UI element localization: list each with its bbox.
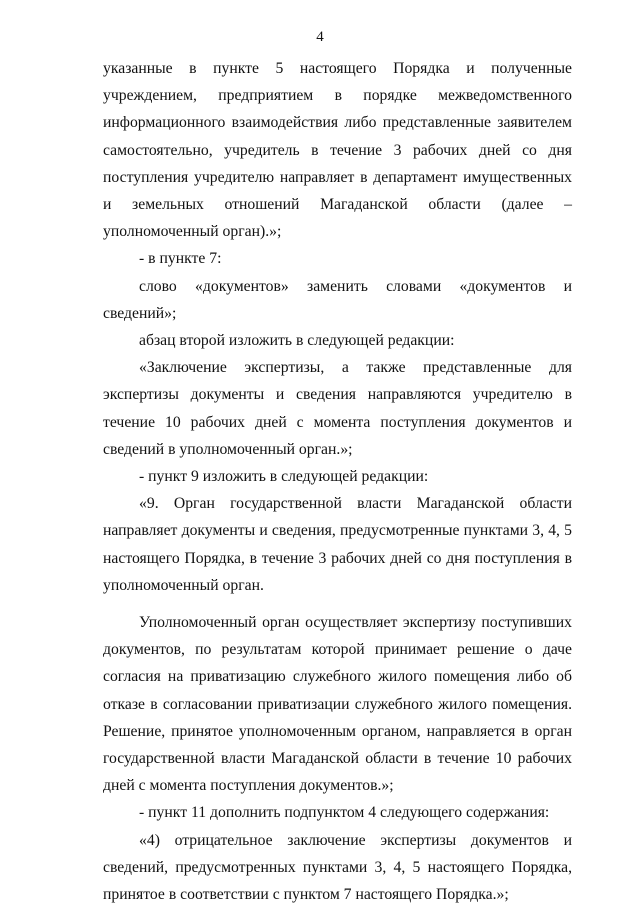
- paragraph: «9. Орган государственной власти Магаданской области направляет документы и сведения, предусмотренные пунктами 3, 4, 5 настоящего Порядка, в течение 3 рабочих дней со дня поступления в уполномоченный орган.: [103, 495, 572, 594]
- paragraph: указанные в пункте 5 настоящего Порядка и полученные учреждением, предприятием в порядке межведомственного информационного взаимодействия либо представленные заявителем самостоятельно, учредитель в течение 3 рабочих дней со дня поступления учредителю направляет в департамент имущественных и земельных отношений Магаданской области (далее –уполномоченный орган).»;: [103, 60, 572, 241]
- paragraph: слово «документов» заменить словами «документов и сведений»;: [103, 277, 572, 322]
- paragraph: абзац второй изложить в следующей редакции:: [139, 332, 455, 350]
- paragraph: «4) отрицательное заключение экспертизы документов и сведений, предусмотренных пунктами 3, 4, 5 настоящего Порядка, принятое в соответствии с пунктом 7 настоящего Порядка.»;: [103, 831, 572, 904]
- paragraph: - пункт 11 дополнить подпунктом 4 следующего содержания:: [139, 804, 550, 822]
- document-body: [103, 55, 572, 908]
- paragraph: - в пункте 7:: [139, 250, 222, 268]
- paragraph: - пункт 9 изложить в следующей редакции:: [139, 468, 429, 486]
- page-number: 4: [316, 29, 324, 45]
- paragraph: «Заключение экспертизы, а также представленные для экспертизы документы и сведения направляются учредителю в течение 10 рабочих дней с момента поступления документов и сведений в уполномоченный орган.»;: [103, 359, 572, 458]
- paragraph: Уполномоченный орган осуществляет экспертизу поступивших документов, по результатам которой принимает решение о даче согласия на приватизацию служебного жилого помещения либо об отказе в согласовании приватизации служебного жилого помещения. Решение, принятое уполномоченным органом, направляется в орган государственной власти Магаданской области в течение 10 рабочих дней с момента поступления документов.»;: [103, 614, 572, 795]
